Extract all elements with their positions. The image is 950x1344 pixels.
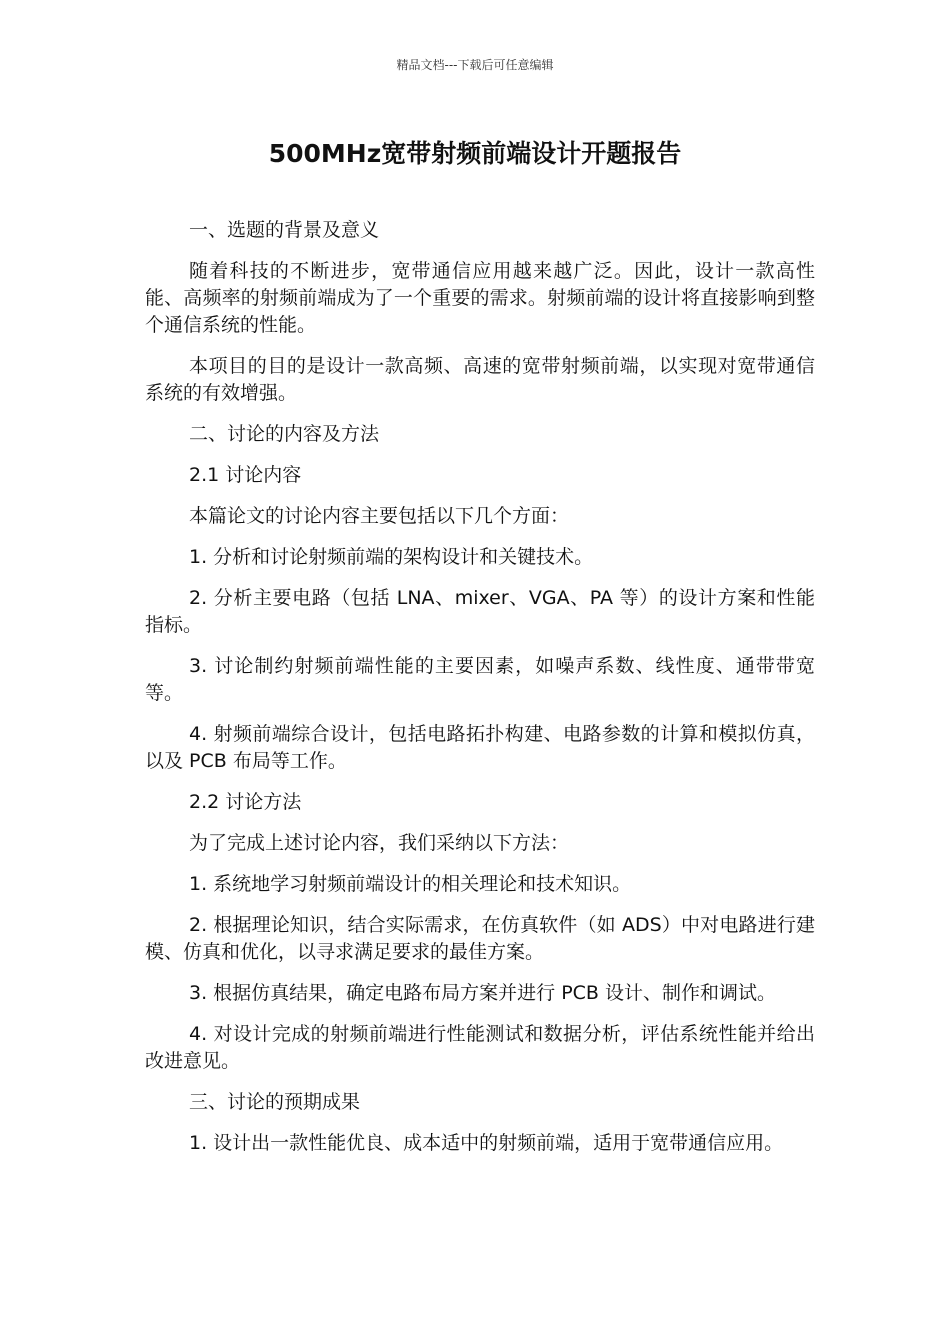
document-title: 500MHz宽带射频前端设计开题报告 [268, 139, 682, 168]
section-heading-content-method: 二、讨论的内容及方法 [189, 423, 380, 445]
list-item-content-2: 2. 分析主要电路（包括 LNA、mixer、VGA、PA 等）的设计方案和性能指标。 [145, 587, 815, 636]
list-item-method-4: 4. 对设计完成的射频前端进行性能测试和数据分析，评估系统性能并给出改进意见。 [145, 1023, 815, 1072]
list-item-content-3: 3. 讨论制约射频前端性能的主要因素，如噪声系数、线性度、通带带宽等。 [145, 655, 815, 704]
subsection-heading-content: 2.1 讨论内容 [189, 464, 302, 486]
list-item-result-1: 1. 设计出一款性能优良、成本适中的射频前端，适用于宽带通信应用。 [189, 1132, 784, 1154]
list-item-method-2: 2. 根据理论知识，结合实际需求，在仿真软件（如 ADS）中对电路进行建模、仿真和优化，以寻求满足要求的最佳方案。 [145, 914, 815, 963]
paragraph-purpose: 本项目的目的是设计一款高频、高速的宽带射频前端，以实现对宽带通信系统的有效增强。 [145, 355, 815, 404]
paragraph-method-intro: 为了完成上述讨论内容，我们采纳以下方法： [189, 832, 570, 854]
paragraph-background: 随着科技的不断进步，宽带通信应用越来越广泛。因此，设计一款高性能、高频率的射频前端成为了一个重要的需求。射频前端的设计将直接影响到整个通信系统的性能。 [145, 260, 815, 336]
page-header: 精品文档---下载后可任意编辑 [396, 58, 554, 72]
list-item-method-1: 1. 系统地学习射频前端设计的相关理论和技术知识。 [189, 873, 632, 895]
section-heading-expected-results: 三、讨论的预期成果 [189, 1091, 361, 1113]
paragraph-content-intro: 本篇论文的讨论内容主要包括以下几个方面： [189, 505, 570, 527]
section-heading-background: 一、选题的背景及意义 [189, 219, 380, 241]
document-body [145, 217, 815, 1171]
list-item-method-3: 3. 根据仿真结果，确定电路布局方案并进行 PCB 设计、制作和调试。 [189, 982, 777, 1004]
list-item-content-4: 4. 射频前端综合设计，包括电路拓扑构建、电路参数的计算和模拟仿真，以及 PCB 布局等工作。 [145, 723, 815, 772]
subsection-heading-method: 2.2 讨论方法 [189, 791, 302, 813]
list-item-content-1: 1. 分析和讨论射频前端的架构设计和关键技术。 [189, 546, 594, 568]
